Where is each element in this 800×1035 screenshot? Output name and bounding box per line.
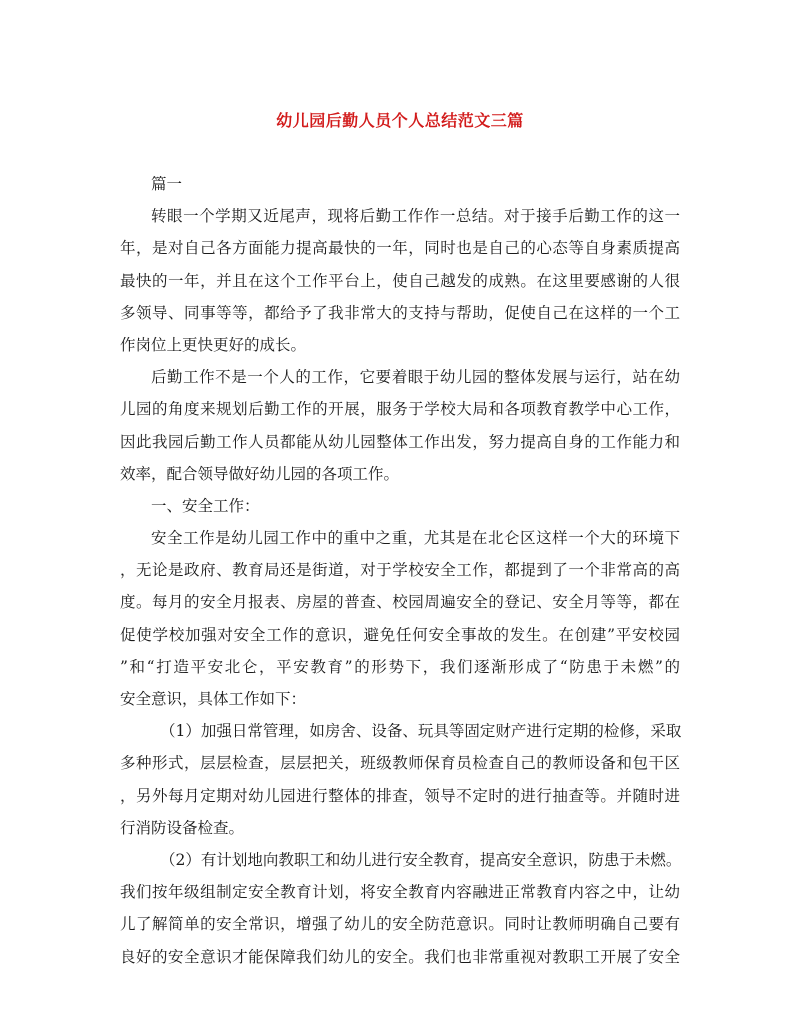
list-item-line: ，另外每月定期对幼儿园进行整体的排查，领导不定时的进行抽查等。并随时进 xyxy=(120,786,680,805)
paragraph-line: 安全意识，具体工作如下： xyxy=(120,690,307,708)
paragraph-line: 儿园的角度来规划后勤工作的开展，服务于学校大局和各项教育教学中心工作， xyxy=(120,400,680,419)
document-body xyxy=(120,168,680,973)
section-heading-part-one: 篇一 xyxy=(151,175,183,193)
paragraph-line: 度。每月的安全月报表、房屋的普查、校园周遍安全的登记、安全月等等，都在 xyxy=(120,593,680,612)
paragraph-line: ”和“打造平安北仑，平安教育”的形势下，我们逐渐形成了“防患于未燃”的 xyxy=(120,657,680,676)
paragraph-line: 多领导、同事等等，都给予了我非常大的支持与帮助，促使自己在这样的一个工 xyxy=(120,303,680,322)
document-title: 幼儿园后勤人员个人总结范文三篇 xyxy=(276,111,524,130)
paragraph-line: 最快的一年，并且在这个工作平台上，使自己越发的成熟。在这里要感谢的人很 xyxy=(120,271,680,290)
list-item-line: 良好的安全意识才能保障我们幼儿的安全。我们也非常重视对教职工开展了安全 xyxy=(120,947,680,966)
list-item-line: 儿了解简单的安全常识，增强了幼儿的安全防范意识。同时让教师明确自己要有 xyxy=(120,915,680,934)
paragraph-line: 效率，配合领导做好幼儿园的各项工作。 xyxy=(120,464,400,483)
list-item-line: （2）有计划地向教职工和幼儿进行安全教育，提高安全意识，防患于未燃。 xyxy=(160,850,682,869)
paragraph-line: 转眼一个学期又近尾声，现将后勤工作作一总结。对于接手后勤工作的这一 xyxy=(151,207,680,226)
list-item-line: （1）加强日常管理，如房舍、设备、玩具等固定财产进行定期的检修，采取 xyxy=(160,722,682,741)
paragraph-line: 促使学校加强对安全工作的意识，避免任何安全事故的发生。在创建”平安校园 xyxy=(120,625,680,644)
paragraph-line: 后勤工作不是一个人的工作，它要着眼于幼儿园的整体发展与运行，站在幼 xyxy=(151,368,680,387)
section-heading-safety: 一、安全工作： xyxy=(151,496,260,515)
list-item-line: 我们按年级组制定安全教育计划，将安全教育内容融进正常教育内容之中，让幼 xyxy=(120,883,680,902)
paragraph-line: 作岗位上更快更好的成长。 xyxy=(120,335,307,354)
list-item-line: 多种形式，层层检查，层层把关，班级教师保育员检查自己的教师设备和包干区 xyxy=(120,754,680,773)
paragraph-line: 安全工作是幼儿园工作中的重中之重，尤其是在北仑区这样一个大的环境下 xyxy=(151,529,680,548)
paragraph-line: 年，是对自己各方面能力提高最快的一年，同时也是自己的心态等自身素质提高 xyxy=(120,239,680,258)
paragraph-line: 因此我园后勤工作人员都能从幼儿园整体工作出发，努力提高自身的工作能力和 xyxy=(120,432,680,451)
paragraph-line: ，无论是政府、教育局还是街道，对于学校安全工作，都提到了一个非常高的高 xyxy=(120,561,680,580)
list-item-line: 行消防设备检查。 xyxy=(120,818,245,837)
